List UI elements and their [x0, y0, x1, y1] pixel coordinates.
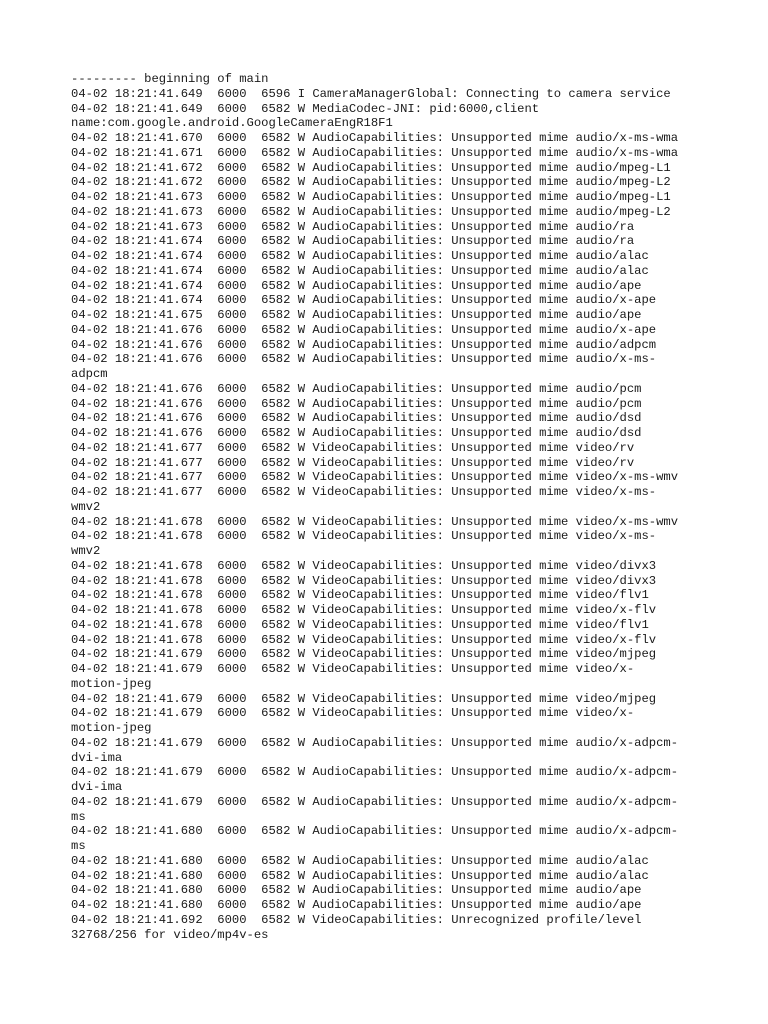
log-line: 04-02 18:21:41.676 6000 6582 W AudioCapabilities: Unsupported mime audio/adpcm	[71, 337, 657, 352]
log-line: 04-02 18:21:41.674 6000 6582 W AudioCapabilities: Unsupported mime audio/alac	[71, 249, 649, 263]
log-line: 04-02 18:21:41.677 6000 6582 W VideoCapabilities: Unsupported mime video/x-ms-wmv	[71, 470, 679, 485]
log-line: 04-02 18:21:41.677 6000 6582 W VideoCapabilities: Unsupported mime video/rv	[71, 455, 635, 470]
log-line: 04-02 18:21:41.679 6000 6582 W AudioCapabilities: Unsupported mime audio/x-adpcm-	[71, 794, 679, 809]
log-line: 04-02 18:21:41.677 6000 6582 W VideoCapabilities: Unsupported mime video/rv	[71, 440, 635, 455]
log-line: 04-02 18:21:41.678 6000 6582 W VideoCapabilities: Unsupported mime video/x-flv	[71, 603, 657, 617]
log-line: 04-02 18:21:41.672 6000 6582 W AudioCapabilities: Unsupported mime audio/mpeg-L2	[71, 175, 671, 190]
log-line: 04-02 18:21:41.680 6000 6582 W AudioCapabilities: Unsupported mime audio/x-adpcm-	[71, 824, 679, 839]
log-line: 04-02 18:21:41.679 6000 6582 W VideoCapabilities: Unsupported mime video/x-	[71, 662, 635, 676]
log-line: 04-02 18:21:41.649 6000 6582 W MediaCodec-JNI: pid:6000,client	[71, 101, 540, 116]
log-line: adpcm	[71, 367, 108, 381]
log-line: 04-02 18:21:41.678 6000 6582 W VideoCapabilities: Unsupported mime video/flv1	[71, 588, 649, 603]
log-line: 04-02 18:21:41.678 6000 6582 W VideoCapabilities: Unsupported mime video/x-flv	[71, 632, 657, 647]
log-line: 04-02 18:21:41.679 6000 6582 W VideoCapabilities: Unsupported mime video/mjpeg	[71, 691, 657, 706]
log-document	[71, 72, 707, 942]
log-line: 04-02 18:21:41.680 6000 6582 W AudioCapabilities: Unsupported mime audio/ape	[71, 898, 642, 912]
log-line: 04-02 18:21:41.674 6000 6582 W AudioCapabilities: Unsupported mime audio/ape	[71, 278, 642, 293]
log-line: dvi-ima	[71, 750, 123, 765]
log-header-line: --------- beginning of main	[71, 72, 269, 86]
log-line: 04-02 18:21:41.677 6000 6582 W VideoCapabilities: Unsupported mime video/x-ms-	[71, 485, 657, 499]
log-line: name:com.google.android.GoogleCameraEngR18F1	[71, 116, 393, 131]
log-line: 04-02 18:21:41.674 6000 6582 W AudioCapabilities: Unsupported mime audio/ra	[71, 234, 635, 249]
log-line: dvi-ima	[71, 780, 123, 794]
log-line: 04-02 18:21:41.674 6000 6582 W AudioCapabilities: Unsupported mime audio/alac	[71, 263, 649, 278]
log-line: motion-jpeg	[71, 676, 152, 691]
log-line: 04-02 18:21:41.676 6000 6582 W AudioCapabilities: Unsupported mime audio/dsd	[71, 426, 642, 440]
log-line: 04-02 18:21:41.671 6000 6582 W AudioCapabilities: Unsupported mime audio/x-ms-wma	[71, 145, 679, 160]
log-line: ms	[71, 809, 86, 824]
log-line: ms	[71, 839, 86, 853]
log-line: 04-02 18:21:41.672 6000 6582 W AudioCapabilities: Unsupported mime audio/mpeg-L1	[71, 160, 671, 175]
log-line: 04-02 18:21:41.678 6000 6582 W VideoCapabilities: Unsupported mime video/flv1	[71, 617, 649, 632]
log-line: motion-jpeg	[71, 721, 152, 735]
log-line: 04-02 18:21:41.676 6000 6582 W AudioCapabilities: Unsupported mime audio/dsd	[71, 411, 642, 426]
log-line: 04-02 18:21:41.678 6000 6582 W VideoCapabilities: Unsupported mime video/divx3	[71, 573, 657, 588]
log-line: 04-02 18:21:41.673 6000 6582 W AudioCapabilities: Unsupported mime audio/ra	[71, 219, 635, 234]
log-line: 04-02 18:21:41.674 6000 6582 W AudioCapabilities: Unsupported mime audio/x-ape	[71, 293, 657, 308]
log-line: 04-02 18:21:41.680 6000 6582 W AudioCapabilities: Unsupported mime audio/alac	[71, 853, 649, 868]
log-line: 04-02 18:21:41.676 6000 6582 W AudioCapabilities: Unsupported mime audio/pcm	[71, 396, 642, 411]
log-line: 04-02 18:21:41.678 6000 6582 W VideoCapabilities: Unsupported mime video/x-ms-wmv	[71, 514, 679, 529]
log-line: 04-02 18:21:41.676 6000 6582 W AudioCapabilities: Unsupported mime audio/x-ms-	[71, 352, 657, 367]
log-line: 04-02 18:21:41.679 6000 6582 W AudioCapabilities: Unsupported mime audio/x-adpcm-	[71, 765, 679, 780]
log-line: 04-02 18:21:41.675 6000 6582 W AudioCapabilities: Unsupported mime audio/ape	[71, 308, 642, 322]
log-line: 04-02 18:21:41.679 6000 6582 W VideoCapabilities: Unsupported mime video/mjpeg	[71, 647, 657, 662]
log-line: 04-02 18:21:41.676 6000 6582 W AudioCapabilities: Unsupported mime audio/pcm	[71, 381, 642, 396]
log-line: 04-02 18:21:41.649 6000 6596 I CameraManagerGlobal: Connecting to camera service	[71, 86, 671, 101]
log-line: 04-02 18:21:41.692 6000 6582 W VideoCapabilities: Unrecognized profile/level	[71, 912, 642, 927]
log-line: 04-02 18:21:41.679 6000 6582 W VideoCapabilities: Unsupported mime video/x-	[71, 706, 635, 721]
log-line: 04-02 18:21:41.673 6000 6582 W AudioCapabilities: Unsupported mime audio/mpeg-L2	[71, 204, 671, 219]
log-line: 04-02 18:21:41.678 6000 6582 W VideoCapabilities: Unsupported mime video/divx3	[71, 558, 657, 573]
log-line: 04-02 18:21:41.673 6000 6582 W AudioCapabilities: Unsupported mime audio/mpeg-L1	[71, 190, 671, 204]
log-line: 04-02 18:21:41.680 6000 6582 W AudioCapabilities: Unsupported mime audio/ape	[71, 883, 642, 898]
log-line: 04-02 18:21:41.676 6000 6582 W AudioCapabilities: Unsupported mime audio/x-ape	[71, 322, 657, 337]
log-line: 04-02 18:21:41.679 6000 6582 W AudioCapabilities: Unsupported mime audio/x-adpcm-	[71, 735, 679, 750]
log-line: 04-02 18:21:41.670 6000 6582 W AudioCapabilities: Unsupported mime audio/x-ms-wma	[71, 131, 679, 145]
log-line: 04-02 18:21:41.680 6000 6582 W AudioCapabilities: Unsupported mime audio/alac	[71, 868, 649, 883]
log-line: wmv2	[71, 499, 101, 514]
log-line: wmv2	[71, 544, 101, 558]
log-line: 32768/256 for video/mp4v-es	[71, 927, 269, 942]
log-line: 04-02 18:21:41.678 6000 6582 W VideoCapabilities: Unsupported mime video/x-ms-	[71, 529, 657, 544]
